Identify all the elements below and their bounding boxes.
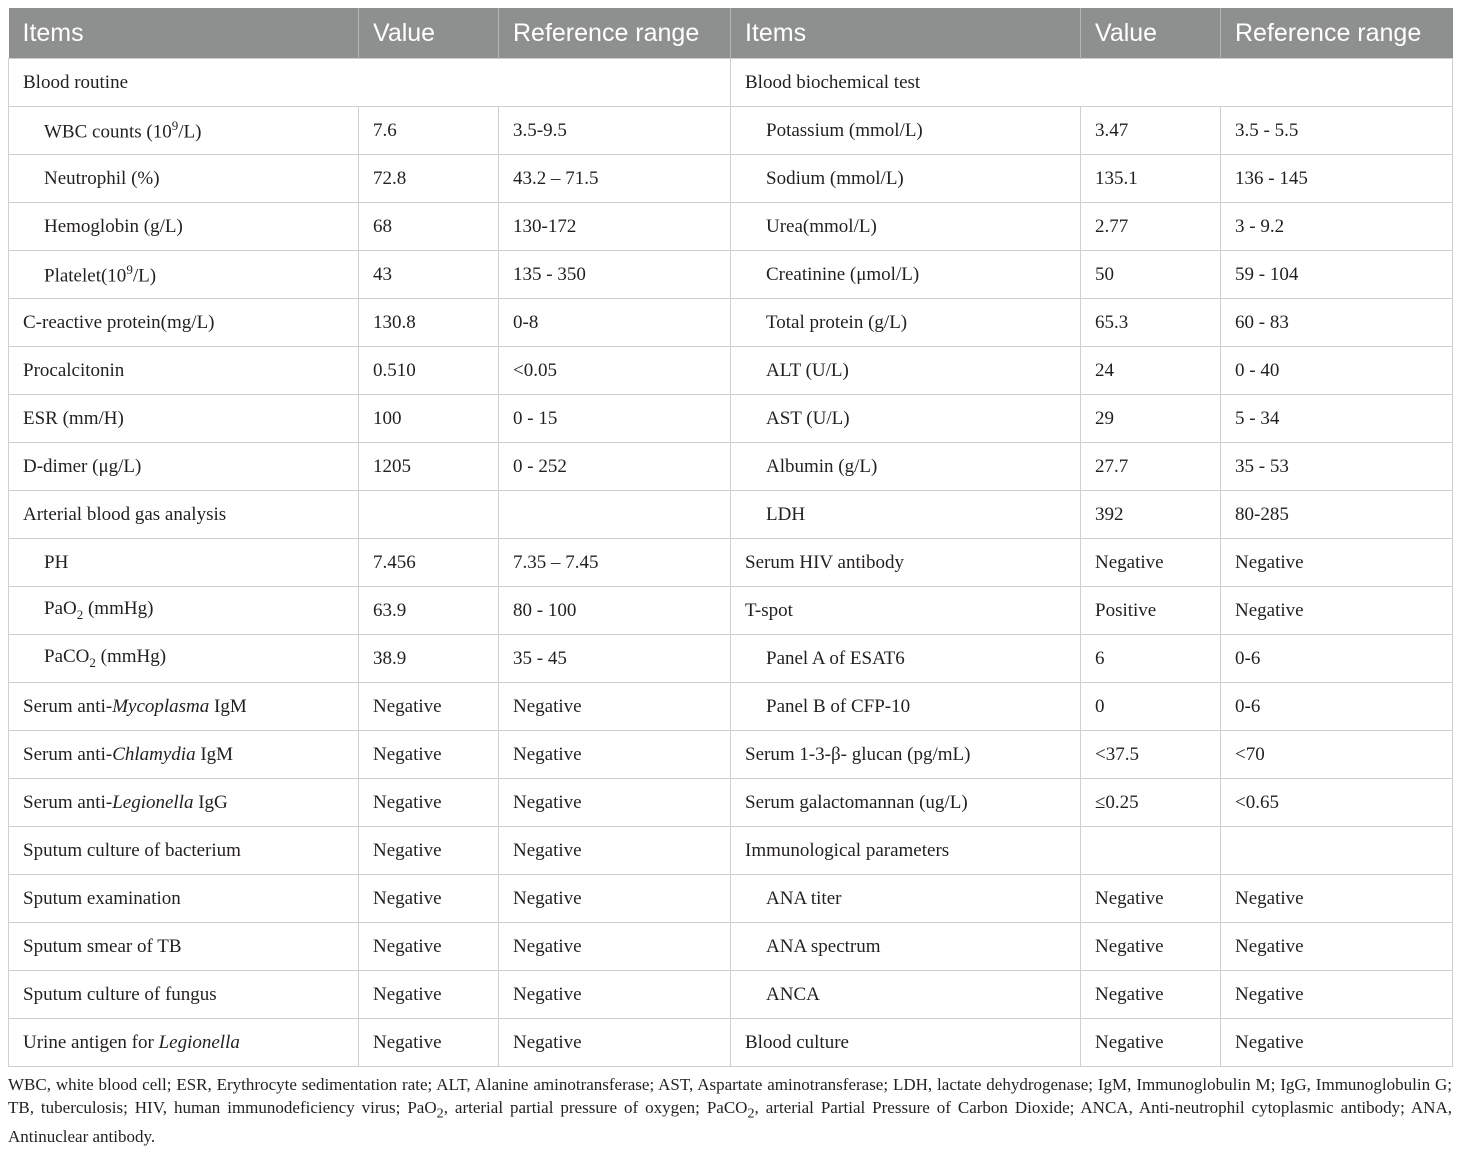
reference-cell-left	[499, 347, 731, 395]
value-cell-left	[359, 203, 499, 251]
reference-cell-right	[1221, 827, 1453, 875]
item-label-italic: Legionella	[158, 1031, 240, 1053]
footnote-text-1: WBC, white blood cell; ESR, Erythrocyte sedimentation rate; ALT, Alanine aminotransferase; AST, Aspartate aminotransferase; LDH, lactate dehydrogenase; IgM, Immunoglobulin M; IgG, Immunoglobulin G; TB, tuberculosis; HIV, human immunodeficiency virus; PaO	[8, 1075, 1452, 1117]
header-reference-left: Reference range	[499, 8, 731, 59]
reference-text: Negative	[513, 935, 582, 957]
item-cell-left	[9, 539, 359, 587]
reference-text: Negative	[1235, 983, 1304, 1005]
table-footnote	[8, 1073, 1452, 1148]
reference-cell-left	[499, 635, 731, 683]
item-label: LDH	[766, 503, 806, 525]
reference-text: Negative	[513, 887, 582, 909]
item-label: Sputum culture of fungus	[23, 983, 217, 1005]
value-cell-left	[359, 1019, 499, 1067]
table-row	[9, 443, 1453, 491]
item-label: Potassium (mmol/L)	[766, 119, 923, 141]
item-label: PH	[44, 551, 69, 573]
value-cell-left	[359, 923, 499, 971]
reference-text: Negative	[1235, 887, 1304, 909]
item-cell-left	[9, 827, 359, 875]
table-row	[9, 539, 1453, 587]
item-cell-right	[731, 443, 1081, 491]
reference-text: 7.35 – 7.45	[513, 551, 599, 573]
value-cell-left	[359, 779, 499, 827]
value-cell-right	[1081, 155, 1221, 203]
reference-text: Negative	[513, 983, 582, 1005]
reference-text: 5 - 34	[1235, 407, 1280, 429]
item-cell-left	[9, 635, 359, 683]
item-cell-right	[731, 875, 1081, 923]
header-reference-right: Reference range	[1221, 8, 1453, 59]
item-label: Blood culture	[745, 1031, 849, 1053]
item-label: AST (U/L)	[766, 407, 850, 429]
value-text: 0	[1095, 695, 1105, 717]
value-text: 3.47	[1095, 119, 1129, 141]
value-text: 7.456	[373, 551, 416, 573]
item-label: D-dimer (μg/L)	[23, 455, 142, 477]
reference-cell-right	[1221, 683, 1453, 731]
value-text: 50	[1095, 263, 1114, 285]
item-label: Panel A of ESAT6	[766, 647, 905, 669]
item-cell-left	[9, 395, 359, 443]
value-cell-left	[359, 635, 499, 683]
reference-cell-left	[499, 155, 731, 203]
value-text: 72.8	[373, 167, 407, 189]
item-label: Serum HIV antibody	[745, 551, 905, 573]
item-label: ESR (mm/H)	[23, 407, 124, 429]
value-text: Negative	[373, 791, 442, 813]
item-cell-left	[9, 1019, 359, 1067]
value-text: Negative	[1095, 1031, 1164, 1053]
value-cell-right	[1081, 347, 1221, 395]
item-label: WBC counts (10	[44, 121, 172, 143]
item-label-superscript: 9	[171, 117, 179, 133]
item-label: Serum anti-	[23, 743, 113, 765]
reference-cell-left	[499, 683, 731, 731]
item-cell-right	[731, 299, 1081, 347]
value-cell-left	[359, 443, 499, 491]
value-cell-right	[1081, 731, 1221, 779]
item-cell-right	[731, 827, 1081, 875]
reference-cell-left	[499, 587, 731, 635]
item-label-superscript: 9	[126, 261, 133, 277]
item-cell-left	[9, 683, 359, 731]
value-text: 27.7	[1095, 455, 1129, 477]
section-title: Blood biochemical test	[745, 71, 921, 93]
item-label: Platelet(10	[44, 265, 127, 287]
value-text: 6	[1095, 647, 1105, 669]
table-body	[9, 59, 1453, 1067]
value-cell-right	[1081, 971, 1221, 1019]
value-text: Negative	[373, 1031, 442, 1053]
reference-text: Negative	[513, 1031, 582, 1053]
value-cell-right	[1081, 251, 1221, 299]
reference-text: 0 - 15	[513, 407, 558, 429]
reference-text: 80-285	[1235, 503, 1289, 525]
reference-cell-left	[499, 299, 731, 347]
item-label: Panel B of CFP-10	[766, 695, 911, 717]
item-label: Sodium (mmol/L)	[766, 167, 904, 189]
reference-cell-left	[499, 539, 731, 587]
item-cell-left	[9, 779, 359, 827]
table-row	[9, 155, 1453, 203]
reference-text: 3 - 9.2	[1235, 215, 1285, 237]
reference-text: <0.65	[1235, 791, 1279, 813]
header-items-left: Items	[9, 8, 359, 59]
section-header-right	[731, 59, 1453, 107]
value-cell-left	[359, 683, 499, 731]
item-cell-right	[731, 587, 1081, 635]
value-cell-left	[359, 875, 499, 923]
item-cell-right	[731, 635, 1081, 683]
value-cell-left	[359, 347, 499, 395]
table-row	[9, 107, 1453, 155]
item-label: ANCA	[766, 983, 820, 1005]
header-value-left: Value	[359, 8, 499, 59]
reference-cell-left	[499, 1019, 731, 1067]
value-cell-right	[1081, 491, 1221, 539]
item-cell-left	[9, 971, 359, 1019]
table-row	[9, 299, 1453, 347]
item-label: ANA spectrum	[766, 935, 881, 957]
value-cell-right	[1081, 1019, 1221, 1067]
reference-text: 3.5 - 5.5	[1235, 119, 1299, 141]
reference-cell-left	[499, 731, 731, 779]
value-cell-left	[359, 299, 499, 347]
item-label: Immunological parameters	[745, 839, 950, 861]
value-text: 0.510	[373, 359, 416, 381]
table-row	[9, 347, 1453, 395]
value-text: 24	[1095, 359, 1114, 381]
reference-cell-left	[499, 203, 731, 251]
reference-cell-left	[499, 827, 731, 875]
item-label: Urine antigen for	[23, 1031, 159, 1053]
reference-cell-left	[499, 395, 731, 443]
footnote-sub-2: 2	[747, 1105, 755, 1122]
reference-text: 59 - 104	[1235, 263, 1299, 285]
reference-cell-left	[499, 443, 731, 491]
value-cell-right	[1081, 635, 1221, 683]
item-label: Sputum culture of bacterium	[23, 839, 241, 861]
reference-cell-right	[1221, 971, 1453, 1019]
item-cell-left	[9, 155, 359, 203]
section-title: Blood routine	[23, 71, 129, 93]
item-cell-right	[731, 971, 1081, 1019]
item-label: Sputum examination	[23, 887, 181, 909]
value-cell-left	[359, 587, 499, 635]
item-cell-left	[9, 587, 359, 635]
reference-cell-right	[1221, 923, 1453, 971]
item-label-suffix: IgG	[193, 791, 228, 813]
reference-cell-right	[1221, 539, 1453, 587]
item-label-suffix: (mmHg)	[83, 598, 154, 620]
reference-text: 0 - 252	[513, 455, 567, 477]
reference-cell-right	[1221, 779, 1453, 827]
item-cell-right	[731, 1019, 1081, 1067]
reference-cell-left	[499, 971, 731, 1019]
item-label: Sputum smear of TB	[23, 935, 182, 957]
item-cell-right	[731, 251, 1081, 299]
value-cell-right	[1081, 395, 1221, 443]
item-label: PaO	[44, 598, 77, 620]
value-text: 65.3	[1095, 311, 1129, 333]
table-row	[9, 1019, 1453, 1067]
table-header-row	[9, 8, 1453, 59]
value-cell-left	[359, 827, 499, 875]
reference-cell-left	[499, 491, 731, 539]
item-cell-right	[731, 395, 1081, 443]
header-value-right: Value	[1081, 8, 1221, 59]
reference-cell-left	[499, 923, 731, 971]
value-cell-right	[1081, 827, 1221, 875]
value-text: 392	[1095, 503, 1124, 525]
item-label-suffix: IgM	[195, 743, 234, 765]
reference-text: <70	[1235, 743, 1265, 765]
reference-cell-right	[1221, 347, 1453, 395]
table-row	[9, 827, 1453, 875]
reference-text: 130-172	[513, 215, 577, 237]
reference-cell-right	[1221, 107, 1453, 155]
lab-results-table-container	[8, 8, 1452, 1067]
value-text: Negative	[1095, 887, 1164, 909]
item-label-subscript: 2	[89, 654, 96, 670]
table-row	[9, 59, 1453, 107]
value-text: 135.1	[1095, 167, 1138, 189]
reference-cell-right	[1221, 491, 1453, 539]
reference-text: 35 - 45	[513, 647, 567, 669]
item-label: ANA titer	[766, 887, 842, 909]
reference-text: <0.05	[513, 359, 557, 381]
reference-text: 0-8	[513, 311, 539, 333]
item-label: Neutrophil (%)	[44, 167, 160, 189]
table-row	[9, 731, 1453, 779]
value-cell-right	[1081, 875, 1221, 923]
item-cell-right	[731, 203, 1081, 251]
value-text: 29	[1095, 407, 1114, 429]
item-cell-right	[731, 155, 1081, 203]
reference-cell-right	[1221, 251, 1453, 299]
value-text: 130.8	[373, 311, 416, 333]
item-label-suffix: /L)	[178, 121, 202, 143]
reference-text: Negative	[1235, 1031, 1304, 1053]
reference-cell-right	[1221, 395, 1453, 443]
section-header-left	[9, 59, 731, 107]
item-label-suffix: /L)	[132, 265, 157, 287]
value-text: Negative	[1095, 551, 1164, 573]
item-label: Serum galactomannan (ug/L)	[745, 791, 968, 813]
reference-text: Negative	[513, 791, 582, 813]
value-text: 63.9	[373, 599, 407, 621]
item-cell-left	[9, 491, 359, 539]
item-label-italic: Mycoplasma	[112, 695, 210, 717]
item-label-italic: Chlamydia	[112, 743, 196, 765]
item-cell-right	[731, 491, 1081, 539]
table-row	[9, 251, 1453, 299]
reference-cell-right	[1221, 1019, 1453, 1067]
reference-cell-right	[1221, 203, 1453, 251]
item-cell-left	[9, 731, 359, 779]
footnote-text-2: , arterial partial pressure of oxygen; PaCO	[443, 1098, 748, 1117]
reference-cell-left	[499, 875, 731, 923]
value-text: 68	[373, 215, 392, 237]
table-row	[9, 875, 1453, 923]
reference-text: 60 - 83	[1235, 311, 1289, 333]
item-label-suffix: (mmHg)	[95, 646, 167, 668]
item-label: T-spot	[745, 599, 793, 621]
value-text: ≤0.25	[1095, 791, 1139, 813]
value-cell-left	[359, 491, 499, 539]
item-cell-right	[731, 107, 1081, 155]
value-text: Negative	[1095, 983, 1164, 1005]
value-cell-left	[359, 731, 499, 779]
item-cell-right	[731, 731, 1081, 779]
reference-text: Negative	[1235, 935, 1304, 957]
reference-cell-right	[1221, 155, 1453, 203]
value-text: Positive	[1095, 599, 1157, 621]
item-cell-left	[9, 203, 359, 251]
value-text: 2.77	[1095, 215, 1129, 237]
reference-text: 0-6	[1235, 695, 1261, 717]
item-label: Urea(mmol/L)	[766, 215, 877, 237]
table-row	[9, 635, 1453, 683]
item-cell-left	[9, 923, 359, 971]
value-text: Negative	[1095, 935, 1164, 957]
value-text: 1205	[373, 455, 411, 477]
item-label-italic: Legionella	[112, 791, 194, 813]
reference-cell-left	[499, 779, 731, 827]
footnote-sub-1: 2	[436, 1105, 444, 1122]
value-cell-left	[359, 107, 499, 155]
value-text: Negative	[373, 839, 442, 861]
reference-text: Negative	[513, 695, 582, 717]
item-cell-left	[9, 299, 359, 347]
item-cell-left	[9, 875, 359, 923]
reference-text: Negative	[1235, 551, 1304, 573]
value-cell-right	[1081, 779, 1221, 827]
reference-text: Negative	[513, 839, 582, 861]
reference-text: 0-6	[1235, 647, 1261, 669]
reference-text: 3.5-9.5	[513, 119, 567, 141]
reference-cell-right	[1221, 443, 1453, 491]
table-row	[9, 779, 1453, 827]
table-row	[9, 395, 1453, 443]
item-cell-right	[731, 347, 1081, 395]
footnote-text-3: , arterial Partial Pressure of Carbon Dioxide; ANCA, Anti-neutrophil cytoplasmic antibody; ANA, Antinuclear antibody.	[8, 1098, 1452, 1147]
item-label: Total protein (g/L)	[766, 311, 908, 333]
table-row	[9, 923, 1453, 971]
value-cell-right	[1081, 923, 1221, 971]
value-cell-left	[359, 539, 499, 587]
reference-cell-left	[499, 251, 731, 299]
item-cell-right	[731, 923, 1081, 971]
value-text: Negative	[373, 743, 442, 765]
item-cell-right	[731, 539, 1081, 587]
reference-text: 43.2 – 71.5	[513, 167, 599, 189]
table-row	[9, 683, 1453, 731]
item-cell-left	[9, 443, 359, 491]
reference-text: 135 - 350	[513, 263, 586, 285]
reference-text: 136 - 145	[1235, 167, 1308, 189]
reference-text: Negative	[1235, 599, 1304, 621]
item-label: ALT (U/L)	[766, 359, 849, 381]
item-label: Hemoglobin (g/L)	[44, 215, 183, 237]
item-cell-right	[731, 779, 1081, 827]
value-cell-right	[1081, 299, 1221, 347]
item-label: Serum 1-3-β- glucan (pg/mL)	[745, 743, 971, 765]
table-row	[9, 491, 1453, 539]
reference-text: 0 - 40	[1235, 359, 1280, 381]
reference-text: 80 - 100	[513, 599, 577, 621]
reference-cell-right	[1221, 635, 1453, 683]
value-text: 38.9	[373, 647, 407, 669]
reference-text: Negative	[513, 743, 582, 765]
reference-cell-right	[1221, 587, 1453, 635]
reference-cell-right	[1221, 731, 1453, 779]
reference-cell-right	[1221, 299, 1453, 347]
reference-cell-right	[1221, 875, 1453, 923]
table-row	[9, 971, 1453, 1019]
value-text: Negative	[373, 935, 442, 957]
item-label-subscript: 2	[76, 606, 84, 622]
value-cell-right	[1081, 683, 1221, 731]
value-text: 43	[373, 263, 392, 285]
value-cell-left	[359, 251, 499, 299]
reference-cell-left	[499, 107, 731, 155]
value-cell-right	[1081, 587, 1221, 635]
value-text: 100	[373, 407, 402, 429]
item-cell-left	[9, 107, 359, 155]
value-text: Negative	[373, 983, 442, 1005]
item-label: Serum anti-	[23, 791, 113, 813]
item-cell-left	[9, 251, 359, 299]
value-cell-left	[359, 395, 499, 443]
table-row	[9, 203, 1453, 251]
lab-results-table	[8, 8, 1453, 1067]
item-label: Procalcitonin	[23, 359, 125, 381]
value-text: <37.5	[1095, 743, 1139, 765]
item-label: C-reactive protein(mg/L)	[23, 311, 215, 333]
value-cell-right	[1081, 203, 1221, 251]
value-cell-right	[1081, 443, 1221, 491]
item-cell-right	[731, 683, 1081, 731]
value-cell-right	[1081, 539, 1221, 587]
value-cell-left	[359, 155, 499, 203]
reference-text: 35 - 53	[1235, 455, 1289, 477]
item-label: PaCO	[44, 646, 90, 668]
item-label: Arterial blood gas analysis	[23, 503, 227, 525]
header-items-right: Items	[731, 8, 1081, 59]
value-cell-left	[359, 971, 499, 1019]
item-cell-left	[9, 347, 359, 395]
item-label: Albumin (g/L)	[766, 455, 878, 477]
item-label-suffix: IgM	[209, 695, 247, 717]
value-cell-right	[1081, 107, 1221, 155]
item-label: Creatinine (μmol/L)	[766, 263, 920, 285]
item-label: Serum anti-	[23, 695, 113, 717]
value-text: 7.6	[373, 119, 397, 141]
value-text: Negative	[373, 887, 442, 909]
value-text: Negative	[373, 695, 442, 717]
table-row	[9, 587, 1453, 635]
